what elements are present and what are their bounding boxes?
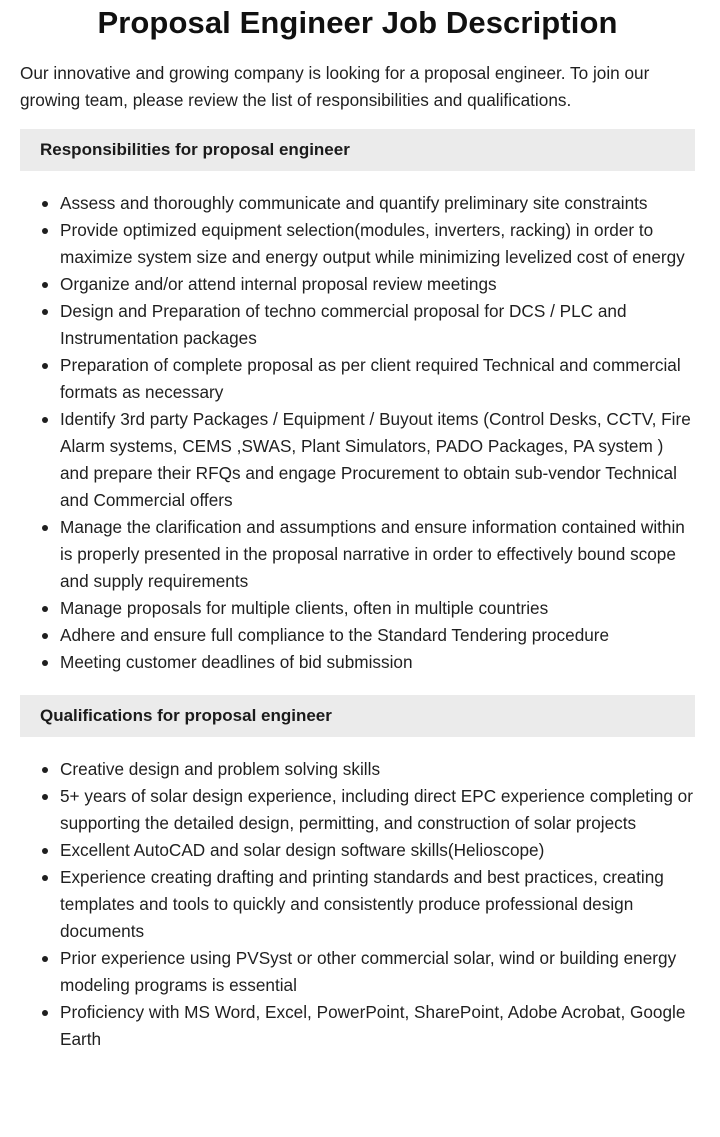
list-item: Preparation of complete proposal as per client required Technical and commercial formats as necessary <box>60 352 695 406</box>
list-item: Organize and/or attend internal proposal review meetings <box>60 271 695 298</box>
list-item: Identify 3rd party Packages / Equipment / Buyout items (Control Desks, CCTV, Fire Alarm systems, CEMS ,SWAS, Plant Simulators, PADO Packages, PA system ) and prepare their RFQs and engage Procurement to obtain sub-vendor Technical and Commercial offers <box>60 406 695 514</box>
list-item: Excellent AutoCAD and solar design software skills(Helioscope) <box>60 837 695 864</box>
list-item: Proficiency with MS Word, Excel, PowerPoint, SharePoint, Adobe Acrobat, Google Earth <box>60 999 695 1053</box>
qualifications-heading: Qualifications for proposal engineer <box>20 695 695 737</box>
list-item: Manage proposals for multiple clients, often in multiple countries <box>60 595 695 622</box>
list-item: Provide optimized equipment selection(modules, inverters, racking) in order to maximize system size and energy output while minimizing levelized cost of energy <box>60 217 695 271</box>
list-item: 5+ years of solar design experience, including direct EPC experience completing or supporting the detailed design, permitting, and construction of solar projects <box>60 783 695 837</box>
intro-paragraph: Our innovative and growing company is looking for a proposal engineer. To join our growing team, please review the list of responsibilities and qualifications. <box>20 63 650 110</box>
responsibilities-list <box>20 190 695 676</box>
list-item: Design and Preparation of techno commercial proposal for DCS / PLC and Instrumentation packages <box>60 298 695 352</box>
list-item: Manage the clarification and assumptions and ensure information contained within is properly presented in the proposal narrative in order to effectively bound scope and supply requirements <box>60 514 695 595</box>
list-item: Meeting customer deadlines of bid submission <box>60 649 695 676</box>
list-item: Experience creating drafting and printing standards and best practices, creating templates and tools to quickly and consistently produce professional design documents <box>60 864 695 945</box>
list-item: Prior experience using PVSyst or other commercial solar, wind or building energy modeling programs is essential <box>60 945 695 999</box>
list-item: Adhere and ensure full compliance to the Standard Tendering procedure <box>60 622 695 649</box>
qualifications-list <box>20 756 695 1053</box>
page-title: Proposal Engineer Job Description <box>97 5 618 40</box>
list-item: Assess and thoroughly communicate and quantify preliminary site constraints <box>60 190 695 217</box>
list-item: Creative design and problem solving skills <box>60 756 695 783</box>
responsibilities-heading: Responsibilities for proposal engineer <box>20 129 695 171</box>
